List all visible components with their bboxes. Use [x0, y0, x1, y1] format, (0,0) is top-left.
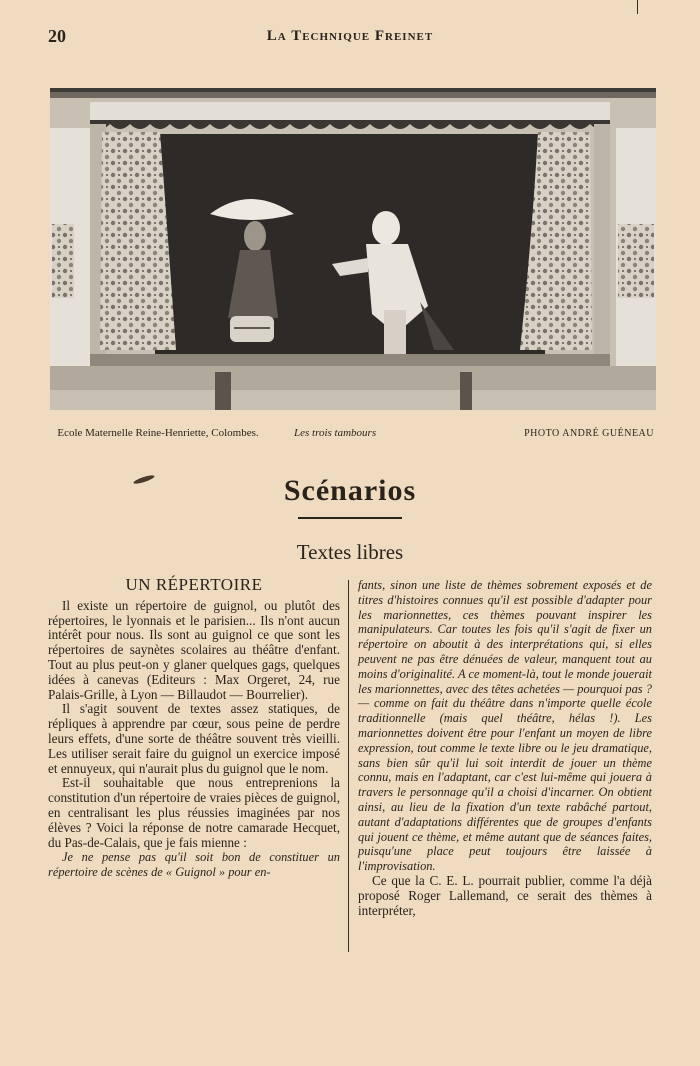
paragraph: Est-il souhaitable que nous entreprenions la constitution d'un répertoire de vraies pièces de guignol, en centralisant les plus réussies imaginées par nos élèves ? Voici la réponse de notre camarade Hecquet, du Pas-de-Calais, que je fais mienne :: [48, 775, 340, 850]
paragraph: Il s'agit souvent de textes assez statiques, de répliques à apprendre par cœur, sous peine de perdre leurs effets, d'une sorte de théâtre souvent très vieilli. Les utiliser serait faire du guignol un exercice imposé et ennuyeux, qui n'aurait plus du guignol que le nom.: [48, 701, 340, 776]
column-heading: UN RÉPERTOIRE: [125, 575, 263, 594]
left-column: [48, 575, 340, 880]
puppet-theatre-illustration: [50, 88, 656, 410]
column-divider: [348, 580, 349, 952]
photo-credit: PHOTO ANDRÉ GUÉNEAU: [524, 428, 654, 439]
paragraph: Ce que la C. E. L. pourrait publier, comme l'a déjà proposé Roger Lallemand, ce serait des thèmes à interpréter,: [358, 872, 652, 918]
page-number: 20: [48, 26, 66, 46]
paragraph: Il existe un répertoire de guignol, ou plutôt des répertoires, le lyonnais et le parisien... Ils n'ont aucun intérêt pour nous. Ils sont au guignol ce que sont les répertoires de saynètes scolaires au théâtre d'enfant. Tout au plus peut-on y glaner quelques gags, quelques idées à canevas (Editeurs : Max Orgeret, 24, rue Palais-Grille, à Lyon — Billaudot — Bourrelier).: [48, 597, 340, 702]
quote-paragraph: Je ne pense pas qu'il soit bon de constituer un répertoire de scènes de « Guignol » pour en-: [48, 850, 340, 880]
running-title: La Technique Freinet: [266, 28, 434, 44]
article-title: Scénarios: [283, 474, 417, 507]
page-header: [48, 26, 652, 50]
right-column: [358, 578, 652, 918]
article-subtitle: Textes libres: [296, 540, 404, 564]
quote-continuation: fants, sinon une liste de thèmes sobrement exposés et de titres d'histoires connues qu'il est possible d'adapter pour les marionnettes, ces thèmes pouvant inspirer les manipulateurs. Car toutes les fois qu'il s'agit de fixer un répertoire on aboutit à des interprétations qui, si elles peuvent ne pas être dénuées de valeur, manquent tout au moins d'originalité. A ce moment-là, tout le monde jouerait les marionnettes, avec des têtes achetées — pourquoi pas ? — comme on fait du théâtre dans n'importe quelle école traditionnelle (mais quel théâtre, hélas !). Les marionnettes doivent être pour l'enfant un moyen de libre expression, tout comme le texte libre ou le jeu dramatique, sans bien sûr qu'il lui soit interdit de jouer un thème connu, mais en l'adaptant, car c'est lui-même qui jouera à travers le personnage qu'il a choisi d'incarner. On obtient ainsi, au lieu de la fixation d'un texte rabâché partout, autant d'adaptations différentes que de groupes d'enfants qui jouent ce thème, et même autant que de séances faites, puisqu'une place peut toujours être laissée à l'improvisation.: [358, 578, 652, 874]
page-tick-mark: [637, 0, 638, 14]
photo-caption-title: Les trois tambours: [294, 427, 377, 439]
puppet-theatre-photo: [50, 88, 656, 410]
title-underline: [298, 517, 402, 519]
photo-caption-school: Ecole Maternelle Reine-Henriette, Colombes.: [57, 427, 259, 439]
